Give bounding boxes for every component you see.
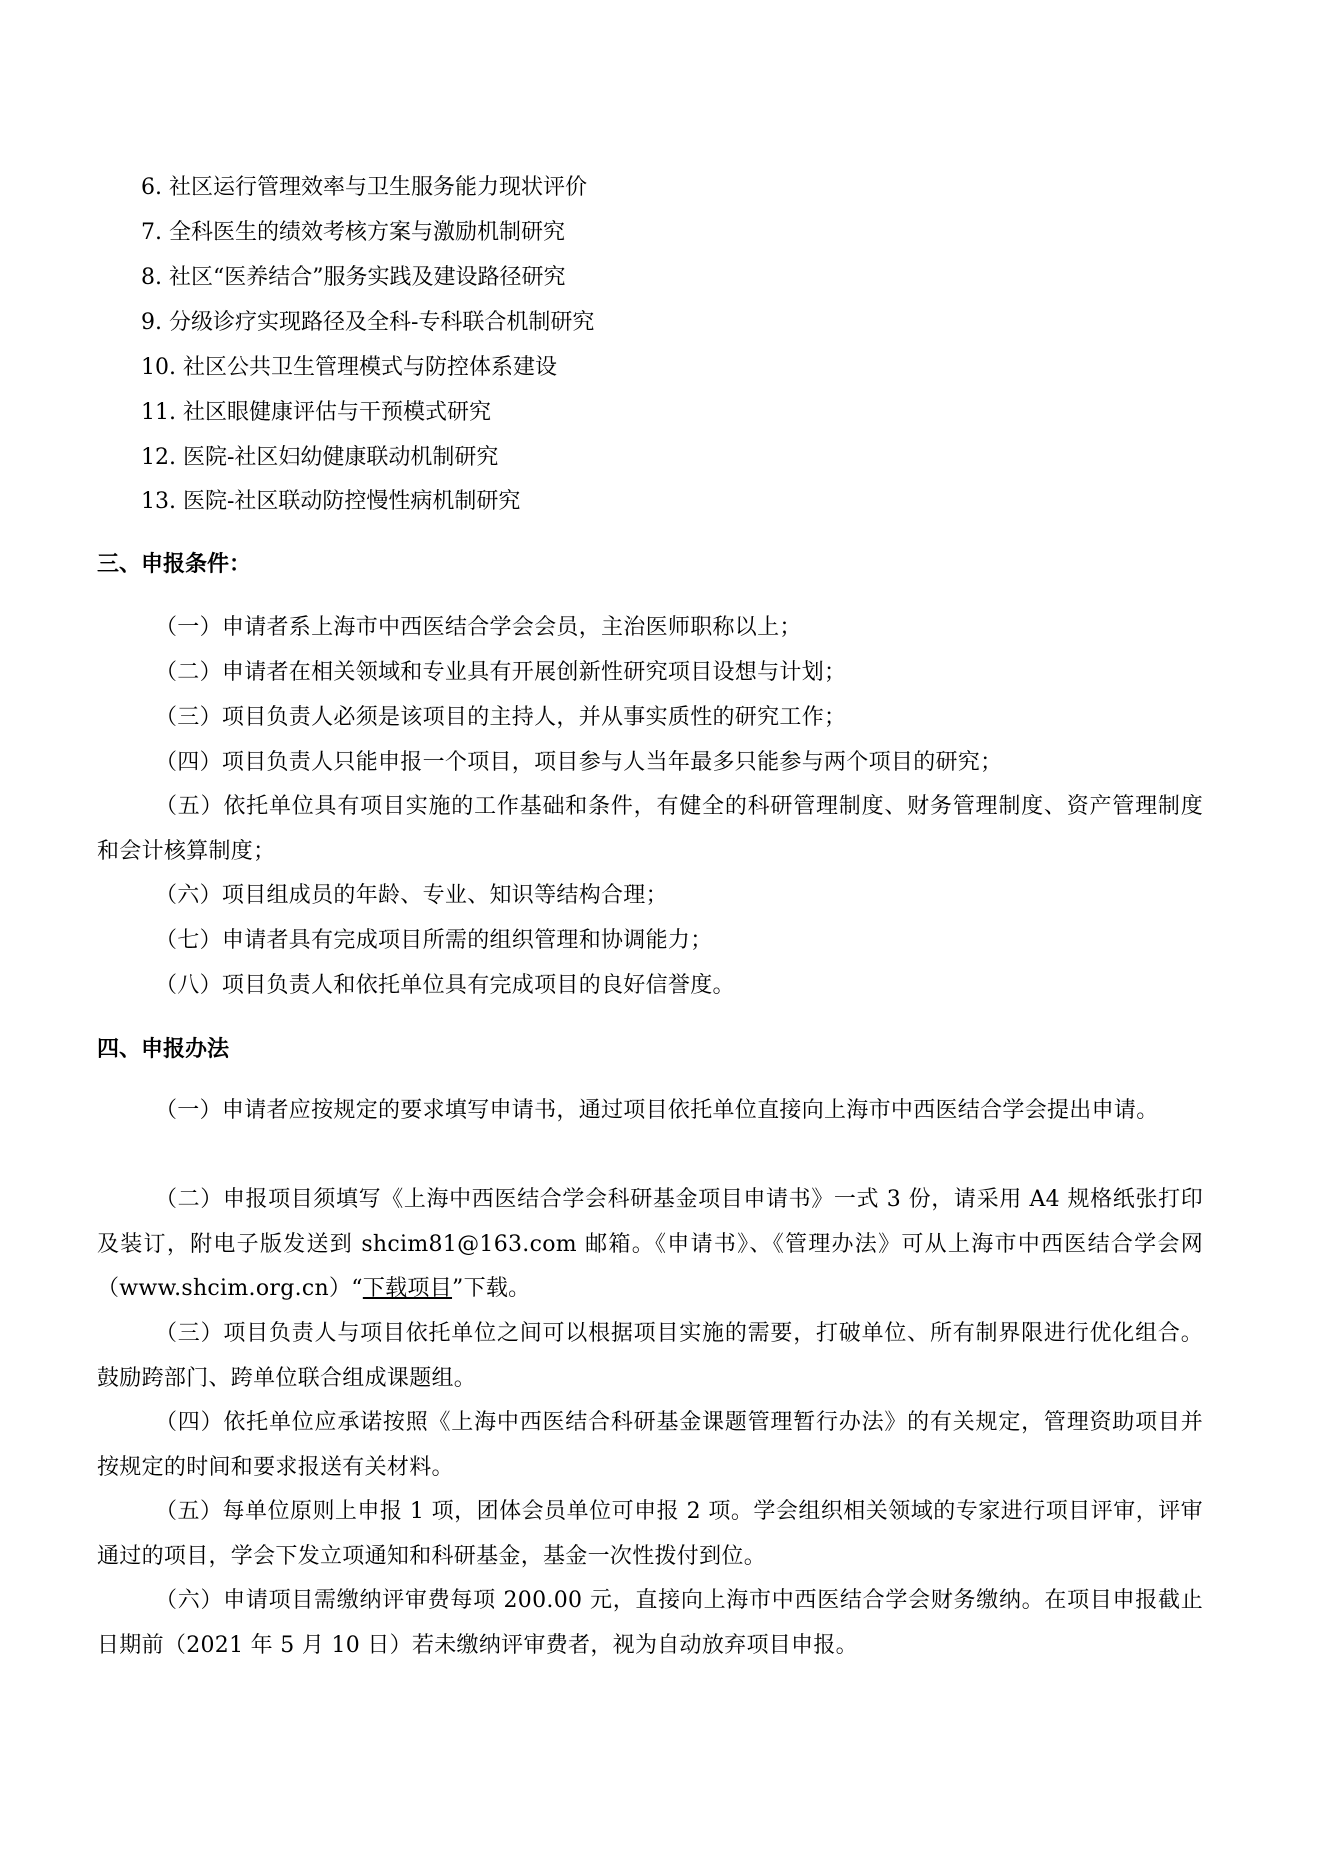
- topic-item-10: 10. 社区公共卫生管理模式与防控体系建设: [141, 355, 557, 380]
- condition-item-4: （四）项目负责人只能申报一个项目，项目参与人当年最多只能参与两个项目的研究；: [155, 750, 1003, 775]
- condition-item-3: （三）项目负责人必须是该项目的主持人，并从事实质性的研究工作；: [155, 705, 847, 730]
- topic-item-12: 12. 医院-社区妇幼健康联动机制研究: [141, 445, 499, 470]
- condition-item-5: （五）依托单位具有项目实施的工作基础和条件，有健全的科研管理制度、财务管理制度、资产管理制度和会计核算制度；: [97, 794, 1203, 864]
- topic-item-13: 13. 医院-社区联动防控慢性病机制研究: [141, 489, 521, 514]
- condition-item-7: （七）申请者具有完成项目所需的组织管理和协调能力；: [155, 928, 713, 953]
- section-heading-conditions: 三、申报条件：: [97, 551, 252, 577]
- download-project-link[interactable]: 下载项目: [362, 1276, 453, 1301]
- method-item-2-text-a: （二）申报项目须填写《上海中西医结合学会科研基金项目申请书》一式 3 份，请采用 A4 规格纸张打印及装订，附电子版发送到 shcim81@163.com 邮箱。《申请书》、《管理办法》可从上海市中西医结合学会网（www.shcim.org.cn）“: [97, 1187, 1203, 1301]
- condition-item-6: （六）项目组成员的年龄、专业、知识等结构合理；: [155, 883, 668, 908]
- method-item-1: （一）申请者应按规定的要求填写申请书，通过项目依托单位直接向上海市中西医结合学会提出申请。: [155, 1098, 1159, 1123]
- topic-item-8: 8. 社区“医养结合”服务实践及建设路径研究: [141, 265, 566, 290]
- topic-item-9: 9. 分级诊疗实现路径及全科-专科联合机制研究: [141, 310, 595, 335]
- method-item-2-text-b: ”下载。: [452, 1276, 531, 1301]
- method-item-6: （六）申请项目需缴纳评审费每项 200.00 元，直接向上海市中西医结合学会财务缴纳。在项目申报截止日期前（2021 年 5 月 10 日）若未缴纳评审费者，视为自动放弃项目申报。: [97, 1588, 1203, 1658]
- condition-item-1: （一）申请者系上海市中西医结合学会会员，主治医师职称以上；: [155, 615, 802, 640]
- method-item-4: （四）依托单位应承诺按照《上海中西医结合科研基金课题管理暂行办法》的有关规定，管理资助项目并按规定的时间和要求报送有关材料。: [97, 1410, 1203, 1480]
- topic-item-11: 11. 社区眼健康评估与干预模式研究: [141, 400, 491, 425]
- topic-item-7: 7. 全科医生的绩效考核方案与激励机制研究: [141, 220, 565, 245]
- topic-item-6: 6. 社区运行管理效率与卫生服务能力现状评价: [141, 175, 587, 200]
- method-item-2: [97, 1178, 1203, 1312]
- condition-item-8: （八）项目负责人和依托单位具有完成项目的良好信誉度。: [155, 973, 735, 998]
- method-item-3: （三）项目负责人与项目依托单位之间可以根据项目实施的需要，打破单位、所有制界限进行优化组合。鼓励跨部门、跨单位联合组成课题组。: [97, 1321, 1203, 1391]
- section-heading-method: 四、申报办法: [97, 1036, 230, 1062]
- method-item-5: （五）每单位原则上申报 1 项，团体会员单位可申报 2 项。学会组织相关领域的专家进行项目评审，评审通过的项目，学会下发立项通知和科研基金，基金一次性拨付到位。: [97, 1499, 1203, 1569]
- condition-item-2: （二）申请者在相关领域和专业具有开展创新性研究项目设想与计划；: [155, 660, 847, 685]
